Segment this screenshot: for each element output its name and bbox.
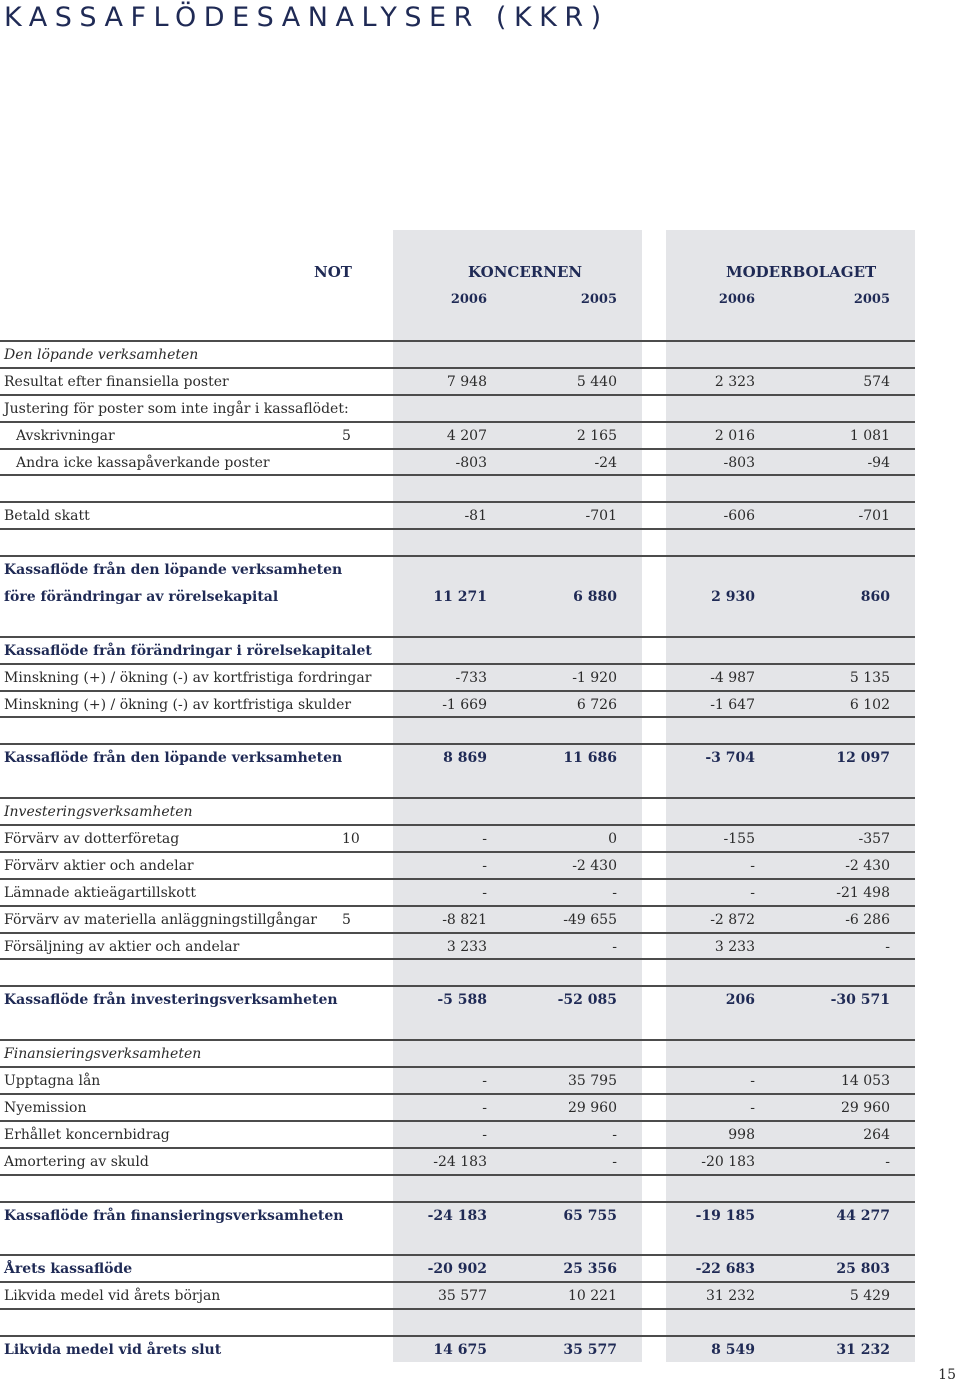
table-cell: -20 902 (427, 1261, 487, 1278)
table-cell: -20 183 (701, 1153, 755, 1170)
table-cell: 574 (863, 373, 890, 390)
table-cell: 264 (863, 1126, 890, 1143)
table-cell: -803 (455, 454, 487, 471)
row-label: Kassaflöde från den löpande verksamheten (4, 562, 343, 579)
table-row (0, 905, 960, 932)
table-cell: - (750, 884, 755, 901)
table-cell: 6 726 (576, 696, 617, 713)
row-label: Kassaflöde från den löpande verksamheten (4, 750, 343, 767)
row-label: Förvärv av materiella anläggningstillgångar (4, 911, 317, 928)
table-cell: 44 277 (836, 1207, 890, 1224)
table-cell: 11 271 (433, 589, 487, 606)
table-cell: 25 356 (563, 1261, 617, 1278)
table-cell: 8 549 (711, 1341, 755, 1358)
table-cell: -803 (723, 454, 755, 471)
table-cell: -1 669 (442, 696, 487, 713)
table-spacer-row (0, 474, 960, 501)
table-cell: - (750, 857, 755, 874)
table-row (0, 555, 960, 582)
table-cell: -52 085 (557, 992, 617, 1009)
table-cell: -6 286 (845, 911, 890, 928)
table-cell: -94 (867, 454, 890, 471)
page-number: 15 (938, 1367, 956, 1383)
table-cell: 25 803 (836, 1261, 890, 1278)
table-cell: -22 683 (695, 1261, 755, 1278)
row-label: Avskrivningar (16, 427, 115, 444)
table-cell: 7 948 (446, 373, 487, 390)
table-row (0, 743, 960, 770)
table-cell: -357 (858, 831, 890, 848)
table-row (0, 367, 960, 394)
table-cell: -2 430 (845, 857, 890, 874)
table-cell: -606 (723, 508, 755, 525)
table-cell: -24 (594, 454, 617, 471)
table-cell: 2 165 (576, 427, 617, 444)
table-spacer-row (0, 958, 960, 985)
table-cell: 29 960 (841, 1099, 890, 1116)
row-label: Amortering av skuld (4, 1153, 149, 1170)
table-cell: -5 588 (437, 992, 487, 1009)
row-label: Likvida medel vid årets slut (4, 1341, 222, 1358)
table-row (0, 690, 960, 717)
table-cell: -2 872 (710, 911, 755, 928)
table-row (0, 824, 960, 851)
cashflow-table (0, 340, 960, 1362)
table-row (0, 501, 960, 528)
table-row (0, 985, 960, 1012)
table-row (0, 1281, 960, 1308)
table-cell: - (482, 1099, 487, 1116)
table-cell: - (612, 1126, 617, 1143)
table-cell: 14 675 (433, 1341, 487, 1358)
table-cell: 35 577 (563, 1341, 617, 1358)
note-reference: 5 (342, 427, 351, 444)
table-cell: - (482, 1126, 487, 1143)
table-cell: -2 430 (572, 857, 617, 874)
row-label: Kassaflöde från förändringar i rörelsekapitalet (4, 642, 372, 659)
table-cell: 31 232 (706, 1288, 755, 1305)
table-row (0, 394, 960, 421)
table-cell: 6 880 (573, 589, 617, 606)
table-row (0, 1039, 960, 1066)
table-cell: 5 440 (576, 373, 617, 390)
table-cell: -49 655 (563, 911, 617, 928)
table-cell: -701 (585, 508, 617, 525)
table-row (0, 1120, 960, 1147)
table-cell: - (482, 857, 487, 874)
table-cell: 0 (608, 831, 617, 848)
note-reference: 5 (342, 911, 351, 928)
table-cell: -21 498 (836, 884, 890, 901)
table-spacer-row (0, 1174, 960, 1201)
table-header (0, 230, 960, 340)
row-label: Lämnade aktieägartillskott (4, 884, 196, 901)
table-cell: 14 053 (841, 1073, 890, 1090)
table-cell: - (750, 1073, 755, 1090)
table-row (0, 1093, 960, 1120)
row-label: Betald skatt (4, 508, 90, 525)
table-row (0, 1201, 960, 1228)
table-row (0, 636, 960, 663)
table-cell: - (482, 831, 487, 848)
table-cell: 65 755 (563, 1207, 617, 1224)
table-cell: - (612, 1153, 617, 1170)
row-label: Förvärv aktier och andelar (4, 857, 194, 874)
table-cell: 5 135 (849, 669, 890, 686)
table-cell: - (885, 1153, 890, 1170)
row-label: Likvida medel vid årets början (4, 1288, 221, 1305)
table-cell: 860 (860, 589, 890, 606)
row-label: Andra icke kassapåverkande poster (16, 454, 270, 471)
table-cell: 31 232 (836, 1341, 890, 1358)
table-cell: -30 571 (830, 992, 890, 1009)
row-label: Erhållet koncernbidrag (4, 1126, 170, 1143)
row-label: Kassaflöde från investeringsverksamheten (4, 992, 338, 1009)
table-cell: 998 (728, 1126, 755, 1143)
row-label: Investeringsverksamheten (4, 804, 193, 821)
table-cell: 3 233 (446, 938, 487, 955)
table-cell: -1 920 (572, 669, 617, 686)
table-cell: 5 429 (849, 1288, 890, 1305)
table-cell: -1 647 (710, 696, 755, 713)
table-cell: -24 183 (427, 1207, 487, 1224)
table-cell: 35 795 (568, 1073, 617, 1090)
table-spacer-row (0, 1012, 960, 1039)
note-reference: 10 (342, 831, 360, 848)
not-header: NOT (314, 263, 352, 281)
table-cell: 1 081 (849, 427, 890, 444)
row-label: Resultat efter finansiella poster (4, 373, 229, 390)
table-row (0, 582, 960, 609)
table-cell: 12 097 (836, 750, 890, 767)
table-cell: 29 960 (568, 1099, 617, 1116)
table-cell: 206 (725, 992, 755, 1009)
table-spacer-row (0, 1308, 960, 1335)
table-cell: -701 (858, 508, 890, 525)
year-header: 2005 (580, 292, 617, 307)
table-cell: -155 (723, 831, 755, 848)
table-cell: -24 183 (433, 1153, 487, 1170)
year-header: 2006 (450, 292, 487, 307)
row-label: Förvärv av dotterföretag (4, 831, 180, 848)
koncernen-header: KONCERNEN (468, 263, 583, 281)
table-cell: 2 930 (711, 589, 755, 606)
table-row (0, 797, 960, 824)
table-cell: 2 016 (714, 427, 755, 444)
row-label: Upptagna lån (4, 1073, 101, 1090)
table-cell: 2 323 (714, 373, 755, 390)
table-spacer-row (0, 770, 960, 797)
table-row (0, 448, 960, 475)
row-label: Finansieringsverksamheten (4, 1046, 202, 1063)
table-cell: 3 233 (714, 938, 755, 955)
table-cell: - (612, 884, 617, 901)
table-cell: 35 577 (438, 1288, 487, 1305)
row-label: Minskning (+) / ökning (-) av kortfristiga skulder (4, 696, 352, 713)
table-cell: 10 221 (568, 1288, 617, 1305)
moderbolaget-header: MODERBOLAGET (726, 263, 877, 281)
table-row (0, 851, 960, 878)
row-label: Kassaflöde från finansieringsverksamheten (4, 1207, 344, 1224)
page-title: KASSAFLÖDESANALYSER (KKR) (4, 2, 609, 33)
table-cell: 4 207 (446, 427, 487, 444)
table-cell: - (885, 938, 890, 955)
row-label: Försäljning av aktier och andelar (4, 938, 240, 955)
table-spacer-row (0, 716, 960, 743)
table-row (0, 1066, 960, 1093)
table-row (0, 1254, 960, 1281)
table-cell: 8 869 (443, 750, 487, 767)
table-row (0, 340, 960, 367)
table-spacer-row (0, 528, 960, 555)
table-row (0, 1335, 960, 1362)
table-cell: - (482, 1073, 487, 1090)
table-cell: -81 (464, 508, 487, 525)
table-cell: -19 185 (695, 1207, 755, 1224)
table-row (0, 1147, 960, 1174)
table-spacer-row (0, 1227, 960, 1254)
table-cell: 6 102 (849, 696, 890, 713)
row-label: Nyemission (4, 1099, 87, 1116)
table-cell: -3 704 (705, 750, 755, 767)
table-cell: - (482, 884, 487, 901)
table-cell: -8 821 (442, 911, 487, 928)
year-header: 2006 (718, 292, 755, 307)
row-label: Minskning (+) / ökning (-) av kortfristiga fordringar (4, 669, 372, 686)
table-cell: 11 686 (563, 750, 617, 767)
table-spacer-row (0, 609, 960, 636)
table-cell: - (750, 1099, 755, 1116)
row-label: Årets kassaflöde (4, 1261, 133, 1278)
table-row (0, 663, 960, 690)
row-label: Justering för poster som inte ingår i kassaflödet: (4, 400, 349, 417)
table-row (0, 932, 960, 959)
year-header: 2005 (853, 292, 890, 307)
row-label: före förändringar av rörelsekapital (4, 589, 279, 606)
table-cell: -4 987 (710, 669, 755, 686)
table-row (0, 878, 960, 905)
table-cell: -733 (455, 669, 487, 686)
table-row (0, 421, 960, 448)
row-label: Den löpande verksamheten (4, 347, 199, 363)
table-cell: - (612, 938, 617, 955)
